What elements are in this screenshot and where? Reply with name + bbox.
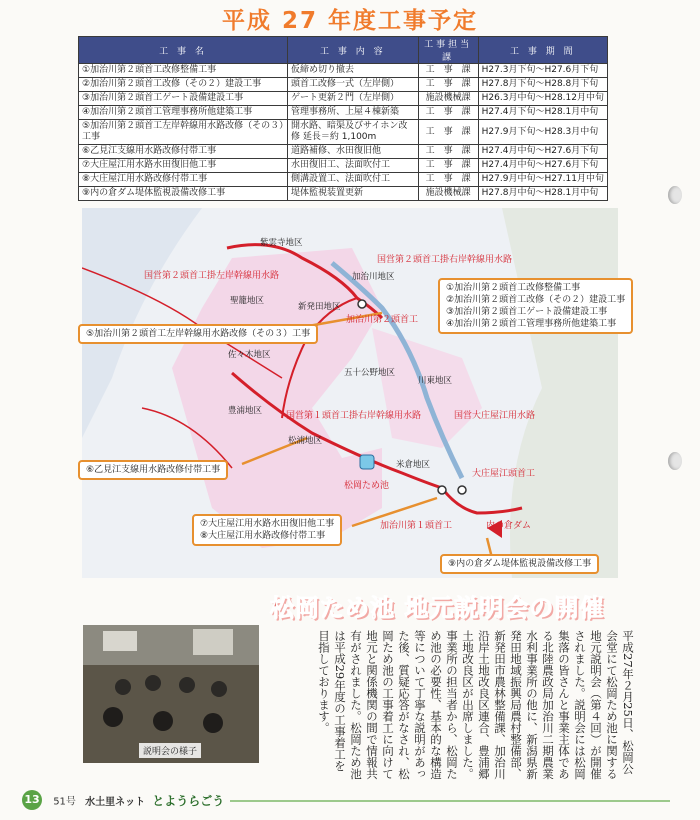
cell-name: ①加治川第２頭首工改修整備工事 <box>79 64 288 78</box>
callout-line: ⑦大庄屋江用水路水田復旧他工事 <box>200 519 335 529</box>
callout-line: ④加治川第２頭首工管理事務所他建築工事 <box>446 319 617 329</box>
cell-dept: 工 事 課 <box>418 173 478 187</box>
cell-dept: 工 事 課 <box>418 106 478 120</box>
label-shindenkita: 新発田地区 <box>298 302 341 312</box>
cell-content: 頭首工改修一式（左岸側） <box>288 78 419 92</box>
cell-content: 道路補修、水田復旧他 <box>288 145 419 159</box>
photo-poster <box>103 631 137 651</box>
oshoya-head-marker <box>458 486 466 494</box>
table-row <box>79 173 608 187</box>
callout-line: ①加治川第２頭首工改修整備工事 <box>446 283 581 293</box>
brand-name-2: とようらごう <box>152 793 225 808</box>
photo-person <box>103 707 123 727</box>
photo-poster <box>193 629 233 655</box>
photo-person <box>115 679 131 695</box>
binder-hole <box>668 452 682 470</box>
label-oshoya-canal: 国営大庄屋江用水路 <box>454 411 536 421</box>
page-title: 平成 27 年度工事予定 <box>221 8 479 34</box>
label-gojukokuno: 五十公野地区 <box>344 368 396 378</box>
callout-line: ⑧大庄屋江用水路改修付帯工事 <box>200 531 326 541</box>
cell-period: H26.3月中旬〜H28.12月中旬 <box>478 92 607 106</box>
callout-works-1-4 <box>438 278 633 334</box>
cell-period: H27.3月下旬〜H27.6月下旬 <box>478 64 607 78</box>
label-headworks2: 加治川第２頭首工 <box>346 315 419 325</box>
label-headworks1: 加治川第１頭首工 <box>380 521 453 531</box>
table-row <box>79 92 608 106</box>
cell-name: ⑧大庄屋江用水路改修付帯工事 <box>79 173 288 187</box>
footer <box>22 790 224 810</box>
binder-hole <box>668 186 682 204</box>
table-row <box>79 159 608 173</box>
project-map <box>82 208 626 578</box>
table-row <box>79 106 608 120</box>
table-row <box>79 145 608 159</box>
label-matsuura: 松浦地区 <box>288 436 323 446</box>
table-row <box>79 120 608 145</box>
callout-works-7-8 <box>192 514 342 546</box>
label-right-canal: 国営第２頭首工掛右岸幹線用水路 <box>377 255 513 265</box>
cell-period: H27.4月中旬〜H27.6月下旬 <box>478 145 607 159</box>
cell-dept: 施設機械課 <box>418 187 478 201</box>
label-seiryu: 聖籠地区 <box>230 296 265 306</box>
cell-content: 仮締め切り撤去 <box>288 64 419 78</box>
cell-name: ⑥乙見江支線用水路改修付帯工事 <box>79 145 288 159</box>
cell-period: H27.9月下旬〜H28.3月中旬 <box>478 120 607 145</box>
photo-person <box>203 713 223 733</box>
label-uchinokura-dam: 内の倉ダム <box>486 521 532 531</box>
cell-content: 開水路、暗渠及びサイホン改修 延長＝約 1,100m <box>288 120 419 145</box>
cell-period: H27.4月下旬〜H28.1月中旬 <box>478 106 607 120</box>
label-left-canal: 国営第２頭首工掛左岸幹線用水路 <box>144 271 280 281</box>
photo-person <box>211 681 227 697</box>
cell-dept: 工 事 課 <box>418 78 478 92</box>
cell-dept: 施設機械課 <box>418 92 478 106</box>
label-sasaki: 佐々木地区 <box>228 350 271 360</box>
brand-name: 水土里ネット <box>85 796 146 808</box>
photo-person <box>145 675 161 691</box>
cell-dept: 工 事 課 <box>418 120 478 145</box>
headworks1-marker <box>438 486 446 494</box>
callout-line: ③加治川第２頭首工ゲート設備建設工事 <box>446 307 608 317</box>
matsuoka-pond-marker <box>360 455 374 469</box>
cell-period: H27.9月中旬〜H27.11月中旬 <box>478 173 607 187</box>
cell-content: 側溝設置工、法面吹付工 <box>288 173 419 187</box>
cell-period: H27.8月下旬〜H28.8月下旬 <box>478 78 607 92</box>
article-heading <box>270 588 630 628</box>
callout-work-6: ⑥乙見江支線用水路改修付帯工事 <box>78 460 228 480</box>
page-number: 13 <box>22 790 42 810</box>
footer-rule <box>230 800 670 802</box>
table-row <box>79 64 608 78</box>
photo-person <box>179 677 195 693</box>
schedule-table <box>78 36 608 201</box>
callout-line: ②加治川第２頭首工改修（その２）建設工事 <box>446 295 626 305</box>
table-row <box>79 187 608 201</box>
label-komekura: 米倉地区 <box>396 460 431 470</box>
meeting-photo <box>83 625 259 763</box>
header-content: 工 事 内 容 <box>288 37 419 64</box>
label-tributary-canal: 国営第１頭首工掛右岸幹線用水路 <box>286 411 422 421</box>
cell-name: ②加治川第２頭首工改修（その２）建設工事 <box>79 78 288 92</box>
header-dept: 工事担当課 <box>418 37 478 64</box>
article-body: 平成27年２月25日、松岡公会堂にて松岡ため池に関する地元説明会（第４回）が開催されました。説明会には松岡集落の皆さんと事業主体である北陸農政局加治川二期農業水利事業所の他に、新潟県新発田地域振興局農村整備部、新発田市農林整備課、加治川沿岸土地改良区連合、豊浦郷土地改良区が出席しました。事業所の担当者から、松岡ため池の必要性、基本的な構造等について丁寧な説明があった後、質疑応答がなされ、松岡ため池の工事着工に向けて地元と関係機関の間で情報共有がされました。松岡ため池は平成29年度の工事着工を目指しております。 <box>317 630 635 780</box>
label-oshoya-head: 大庄屋江頭首工 <box>472 469 536 479</box>
cell-content: 水田復旧工、法面吹付工 <box>288 159 419 173</box>
cell-name: ③加治川第２頭首工ゲート設備建設工事 <box>79 92 288 106</box>
label-kawahigashi: 川東地区 <box>418 376 453 386</box>
callout-work-5: ⑤加治川第２頭首工左岸幹線用水路改修（その３）工事 <box>78 324 318 344</box>
table-header-row <box>79 37 608 64</box>
cell-period: H27.8月中旬〜H28.1月中旬 <box>478 187 607 201</box>
label-shiunji: 紫雲寺地区 <box>260 238 303 248</box>
table-row <box>79 78 608 92</box>
cell-name: ⑤加治川第２頭首工左岸幹線用水路改修（その３）工事 <box>79 120 288 145</box>
callout-work-9: ⑨内の倉ダム堤体監視設備改修工事 <box>440 554 599 574</box>
photo-caption: 説明会の様子 <box>139 743 201 758</box>
header-name: 工 事 名 <box>79 37 288 64</box>
cell-content: ゲート更新２門（左岸側） <box>288 92 419 106</box>
cell-name: ⑨内の倉ダム堤体監視設備改修工事 <box>79 187 288 201</box>
map-graphic <box>82 208 618 578</box>
cell-dept: 工 事 課 <box>418 64 478 78</box>
cell-dept: 工 事 課 <box>418 159 478 173</box>
cell-name: ⑦大庄屋江用水路水田復旧他工事 <box>79 159 288 173</box>
label-matsuoka-pond: 松岡ため池 <box>344 481 390 491</box>
headworks2-marker <box>358 300 366 308</box>
cell-dept: 工 事 課 <box>418 145 478 159</box>
label-toyoura: 豊浦地区 <box>228 406 263 416</box>
cell-name: ④加治川第２頭首工管理事務所他建築工事 <box>79 106 288 120</box>
article-heading-text: 松岡ため池 地元説明会の開催 <box>270 594 605 622</box>
cell-content: 管理事務所、上屋４棟新築 <box>288 106 419 120</box>
cell-period: H27.4月中旬〜H27.6月下旬 <box>478 159 607 173</box>
cell-content: 堤体監視装置更新 <box>288 187 419 201</box>
photo-person <box>153 711 173 731</box>
label-kajigawa: 加治川地区 <box>352 272 395 282</box>
header-period: 工 事 期 間 <box>478 37 607 64</box>
issue-number: 51号 <box>53 796 76 808</box>
